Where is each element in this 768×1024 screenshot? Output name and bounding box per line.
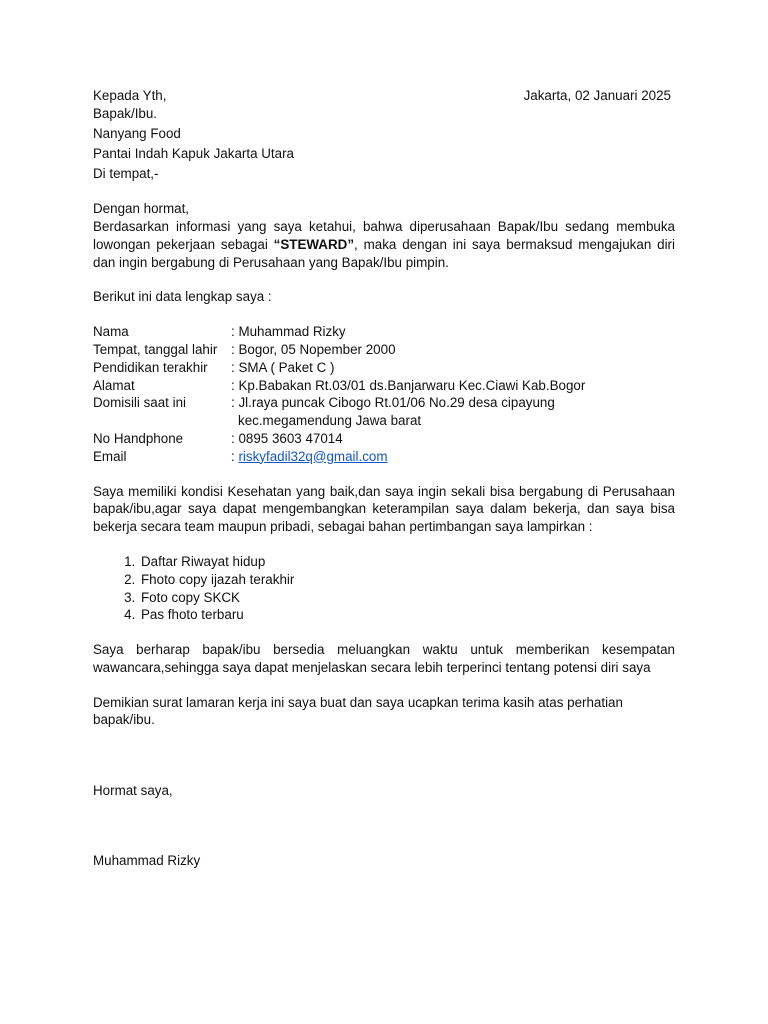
data-label: Alamat [93, 377, 135, 393]
sign-off: Hormat saya, [93, 783, 173, 799]
recipient-company: Nanyang Food [93, 125, 181, 141]
data-row-domicile [93, 394, 675, 430]
recipient-line-2: Bapak/Ibu. [93, 105, 158, 121]
data-row-education [93, 359, 675, 377]
closing-paragraph: Demikian surat lamaran kerja ini saya buat dan saya ucapkan terima kasih atas perhatian bapak/ibu. [93, 694, 623, 728]
attachment-item: 4. Pas fhoto terbaru [139, 606, 675, 624]
data-value [231, 448, 675, 466]
domicile-line-2: kec.megamendung Jawa barat [238, 413, 422, 429]
condition-paragraph: Saya memiliki kondisi Kesehatan yang baik,dan saya ingin sekali bisa bergabung di Perusahaan bapak/ibu,agar saya dapat mengembangkan keterampilan saya dalam bekerja, dan saya bisa bekerja secara team maupun pribadi, sebagai bahan pertimbangan saya lampirkan : [93, 483, 675, 535]
email-link[interactable]: riskyfadil32q@gmail.com [238, 448, 388, 464]
intro-text-after: , maka dengan ini saya bermaksud mengajukan diri dan ingin bergabung di Perusahaan yang Bapak/Ibu pimpin. [93, 236, 675, 270]
recipient-line-1: Kepada Yth, [93, 88, 167, 103]
signature-name: Muhammad Rizky [93, 853, 201, 869]
data-value: : Kp.Babakan Rt.03/01 ds.Banjarwaru Kec.Ciawi Kab.Bogor [231, 377, 586, 393]
greeting: Dengan hormat, [93, 201, 190, 217]
data-intro: Berikut ini data lengkap saya : [93, 289, 272, 305]
domicile-line-1: : Jl.raya puncak Cibogo Rt.01/06 No.29 desa cipayung [231, 395, 555, 411]
attachment-list [93, 553, 675, 624]
recipient-address: Pantai Indah Kapuk Jakarta Utara [93, 146, 294, 162]
email-prefix: : [231, 448, 239, 464]
data-label: Domisili saat ini [93, 395, 187, 411]
attachment-item: 3. Foto copy SKCK [139, 589, 675, 607]
attachment-item: 2. Fhoto copy ijazah terakhir [139, 571, 675, 589]
recipient-line-5: Di tempat,- [93, 166, 159, 182]
data-label: Tempat, tanggal lahir [93, 341, 218, 357]
data-row-phone [93, 430, 675, 448]
personal-data-table [93, 323, 675, 465]
data-row-birth [93, 341, 675, 359]
data-label: Email [93, 448, 127, 464]
data-value: : Bogor, 05 Nopember 2000 [231, 341, 396, 357]
intro-paragraph [93, 218, 675, 271]
recipient-block [93, 87, 675, 183]
data-label: Nama [93, 324, 129, 340]
data-row-email [93, 448, 675, 466]
data-label: No Handphone [93, 430, 184, 446]
data-value: : Muhammad Rizky [231, 324, 346, 340]
data-value [231, 394, 675, 430]
intro-text-before: Berdasarkan informasi yang saya ketahui, bahwa diperusahaan Bapak/Ibu sedang membuka lowongan pekerjaan sebagai [93, 218, 675, 252]
job-position: “STEWARD” [273, 236, 355, 252]
header-row [93, 87, 675, 105]
data-label: Pendidikan terakhir [93, 359, 208, 375]
data-value: : SMA ( Paket C ) [231, 359, 335, 375]
letter-date: Jakarta, 02 Januari 2025 [523, 88, 671, 103]
letter-page [93, 87, 675, 870]
attachment-item: 1. Daftar Riwayat hidup [139, 553, 675, 571]
data-row-address [93, 377, 675, 395]
data-value: : 0895 3603 47014 [231, 430, 343, 446]
hope-paragraph: Saya berharap bapak/ibu bersedia meluangkan waktu untuk memberikan kesempatan wawancara,sehingga saya dapat menjelaskan secara lebih terperinci tentang potensi diri saya [93, 642, 675, 675]
data-row-name [93, 323, 675, 341]
